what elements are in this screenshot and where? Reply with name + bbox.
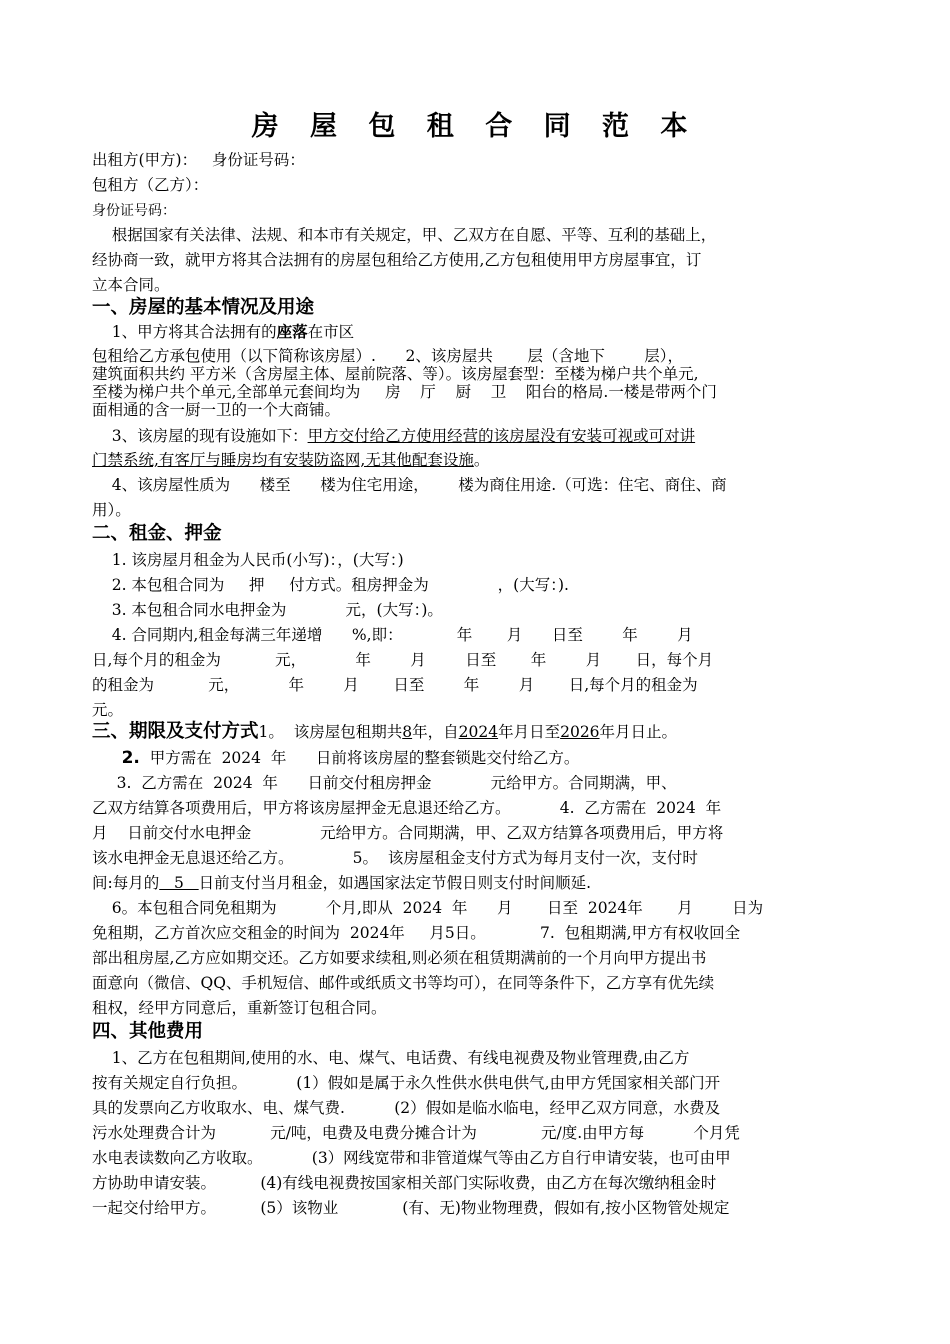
intro-line-3: 立本合同。 (92, 276, 170, 294)
lessor-line: 出租方(甲方)： 身份证号码： (92, 151, 305, 169)
s4-line: 1、乙方在包租期间,使用的水、电、煤气、电话费、有线电视费及物业管理费,由乙方 (92, 1049, 690, 1067)
s1-paragraph-1: 1、甲方将其合法拥有的座落在市区 (92, 322, 355, 341)
lessee-line: 包租方（乙方）： (92, 176, 209, 194)
s1-line: 建筑面积共约 平方米（含房屋主体、屋前院落、等）。该房屋套型：至楼为梯户共个单元, (92, 365, 699, 383)
s4-line: 污水处理费合计为 元/吨，电费及电费分摊合计为 元/度.由甲方每 个月凭 (92, 1124, 740, 1142)
section-4-heading: 四、其他费用 (92, 1021, 204, 1042)
s2-line: 1. 该房屋月租金为人民币(小写)：，(大写：) (92, 551, 404, 569)
s1-line: 至楼为梯户共个单元,全部单元套间均为 房 厅 厨 卫 阳台的格局.一楼是带两个门 (92, 383, 717, 401)
s1-line: 包租给乙方承包使用（以下简称该房屋）. 2、该房屋共 层（含地下 层）， (92, 347, 684, 365)
s4-line: 一起交付给甲方。 (5）该物业 (有、无)物业物理费，假如有,按小区物管处规定 (92, 1199, 730, 1217)
intro-line-2: 经协商一致，就甲方将其合法拥有的房屋包租给乙方使用,乙方包租使用甲方房屋事宜，订 (92, 251, 702, 269)
s3-line-payment-day: 间:每月的 5 日前支付当月租金，如遇国家法定节假日则支付时间顺延. (92, 874, 592, 892)
s3-line: 月 日前交付水电押金 元给甲方。合同期满，甲、乙双方结算各项费用后，甲方将 (92, 824, 724, 842)
section-3-first-line: 三、期限及支付方式1。 该房屋包租期共8年，自2024年月日至2026年月日止。 (92, 721, 678, 742)
s2-line: 的租金为 元， 年 月 日至 年 月 日,每个月的租金为 (92, 676, 698, 694)
s3-line: 6。本包租合同免租期为 个月,即从 2024 年 月 日至 2024年 月 日为 (92, 899, 764, 917)
s3-line: 该水电押金无息退还给乙方。 5。 该房屋租金支付方式为每月支付一次，支付时 (92, 849, 698, 867)
s4-line: 按有关规定自行负担。 (1）假如是属于永久性供水供电供气,由甲方凭国家相关部门开 (92, 1074, 721, 1092)
s3-line: 乙双方结算各项费用后，甲方将该房屋押金无息退还给乙方。 4. 乙方需在 2024 年 (92, 799, 722, 817)
s1-paragraph-4: 4、该房屋性质为 楼至 楼为住宅用途， 楼为商住用途.（可选：住宅、商住、商 (92, 476, 727, 494)
s3-line-2: 2. 甲方需在 2024 年 日前将该房屋的整套锁匙交付给乙方。 (121, 748, 580, 768)
s4-line: 方协助申请安装。 (4)有线电视费按国家相关部门实际收费，由乙方在每次缴纳租金时 (92, 1174, 717, 1192)
s2-line: 元。 (92, 701, 124, 719)
s3-line: 租权，经甲方同意后，重新签订包租合同。 (92, 999, 387, 1017)
s1-paragraph-3-cont: 门禁系统,有客厅与睡房均有安装防盗网,无其他配套设施。 (92, 451, 490, 469)
s4-line: 水电表读数向乙方收取。 (3）网线宽带和非管道煤气等由乙方自行申请安装，也可由甲 (92, 1149, 731, 1167)
s1-paragraph-3: 3、该房屋的现有设施如下：甲方交付给乙方使用经营的该房屋没有安装可视或可对讲 (92, 427, 696, 445)
s2-line: 2. 本包租合同为 押 付方式。租房押金为 ，(大写：). (92, 576, 569, 594)
s2-line: 4. 合同期内,租金每满三年递增 %,即： 年 月 日至 年 月 (92, 626, 693, 644)
s2-line: 日,每个月的租金为 元， 年 月 日至 年 月 日，每个月 (92, 651, 714, 669)
section-3-heading: 三、期限及支付方式 (92, 721, 259, 742)
s3-line: 免租期，乙方首次应交租金的时间为 2024年 月5日。 7. 包租期满,甲方有权收回全 (92, 924, 741, 942)
s3-line: 面意向（微信、QQ、手机短信、邮件或纸质文书等均可），在同等条件下，乙方享有优先续 (92, 974, 715, 992)
s3-line: 部出租房屋,乙方应如期交还。乙方如要求续租,则必须在租赁期满前的一个月向甲方提出书 (92, 949, 707, 967)
s1-paragraph-4-cont: 用）。 (92, 501, 131, 519)
lessee-id-line: 身份证号码： (92, 203, 176, 219)
intro-line-1: 根据国家有关法律、法规、和本市有关规定，甲、乙双方在自愿、平等、互利的基础上， (92, 226, 717, 244)
document-title: 房 屋 包 租 合 同 范 本 (251, 111, 699, 142)
section-2-heading: 二、租金、押金 (92, 523, 222, 544)
s3-line: 3. 乙方需在 2024 年 日前交付租房押金 元给甲方。合同期满，甲、 (92, 774, 677, 792)
s2-line: 3. 本包租合同水电押金为 元，(大写：)。 (92, 601, 443, 619)
s1-line: 面相通的含一厨一卫的一个大商铺。 (92, 401, 341, 419)
section-1-heading: 一、房屋的基本情况及用途 (92, 297, 315, 318)
s4-line: 具的发票向乙方收取水、电、煤气费. (2）假如是临水临电，经甲乙双方同意，水费及 (92, 1099, 721, 1117)
